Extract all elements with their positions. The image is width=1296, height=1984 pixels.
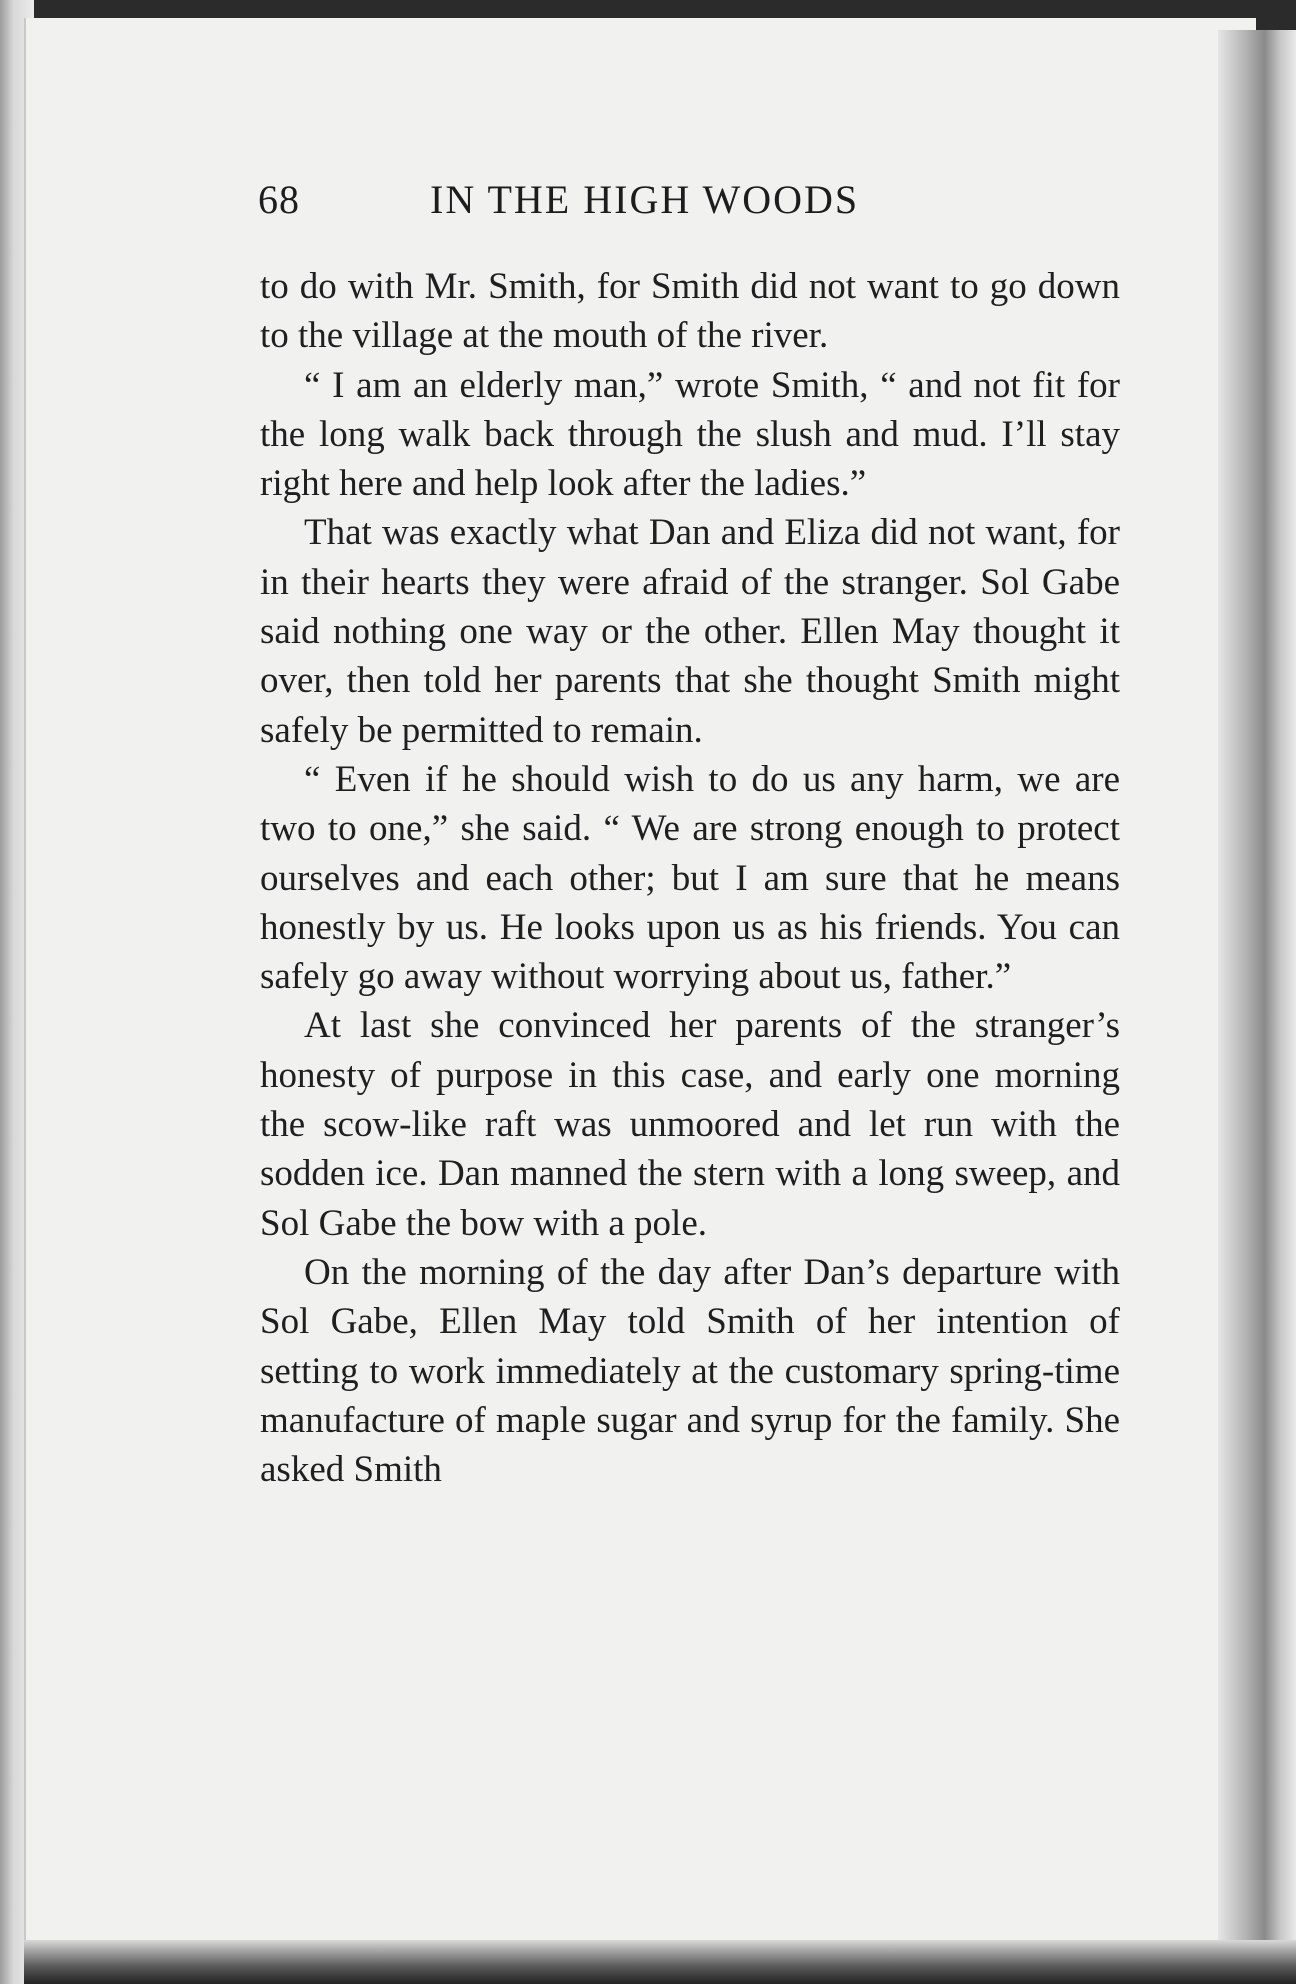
- paragraph-3: That was exactly what Dan and Eliza did not want, for in their hearts they were afraid of the stranger. Sol Gabe said nothing one way or the other. Ellen May thought it over, then told her parents that she thought Smith might safely be permitted to remain.: [260, 512, 1120, 751]
- paragraph-1: to do with Mr. Smith, for Smith did not want to go down to the village at the mouth of the river.: [260, 266, 1120, 357]
- body-text: [260, 262, 1120, 1494]
- page-bottom-shadow: [24, 1940, 1296, 1984]
- page-header: [258, 176, 1138, 236]
- paragraph-6: On the morning of the day after Dan’s departure with Sol Gabe, Ellen May told Smith of her intention of setting to work immediately at the customary spring-time manufacture of maple sugar and syrup for the family. She asked Smith: [260, 1251, 1120, 1491]
- paragraph-4: “ Even if he should wish to do us any harm, we are two to one,” she said. “ We are strong enough to protect ourselves and each other; but I am sure that he means honestly by us. He looks upon us as his friends. You can safely go away without worrying about us, father.”: [260, 758, 1120, 998]
- running-head: IN THE HIGH WOODS: [430, 177, 860, 222]
- paragraph-5: At last she convinced her parents of the stranger’s honesty of purpose in this case, and early one morning the scow-like raft was unmoored and let run with the sodden ice. Dan manned the stern with a long sweep, and Sol Gabe the bow with a pole.: [260, 1005, 1120, 1244]
- paragraph-2: “ I am an elderly man,” wrote Smith, “ and not fit for the long walk back through the slush and mud. I’ll stay right here and help look after the ladies.”: [260, 364, 1120, 505]
- page-number: 68: [258, 177, 300, 222]
- page-gutter-shadow: [1218, 30, 1296, 1970]
